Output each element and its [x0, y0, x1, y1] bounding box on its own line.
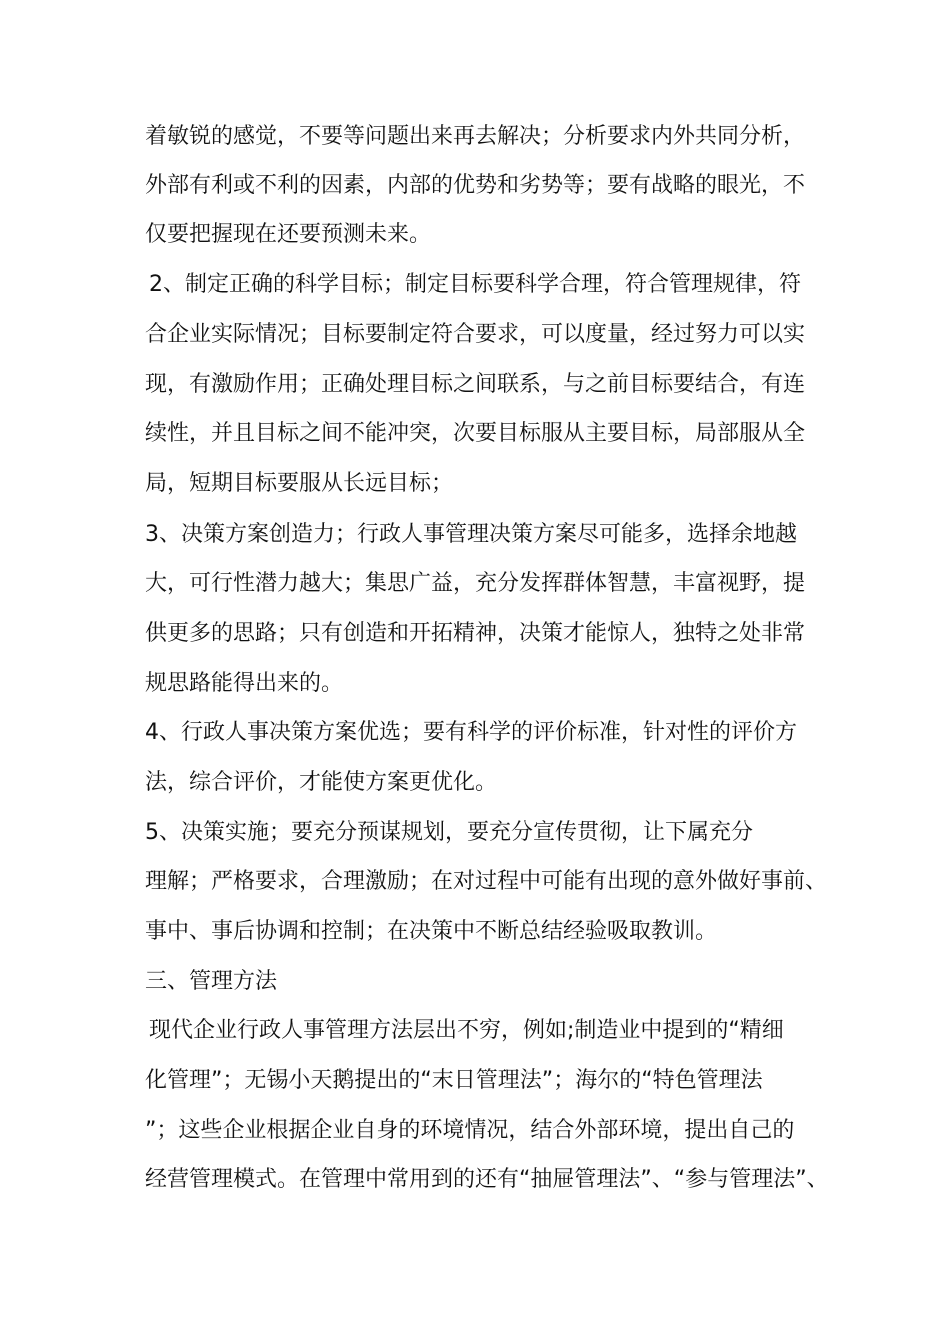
text-line-3: 仅要把握现在还要预测未来。 [145, 222, 432, 247]
text-line-11: 供更多的思路；只有创造和开拓精神，决策才能惊人，独特之处非常 [145, 621, 806, 646]
text-line-17: 事中、事后协调和控制；在决策中不断总结经验吸取教训。 [145, 919, 718, 944]
text-line-18: 三、管理方法 [145, 969, 278, 994]
text-line-1: 着敏锐的感觉，不要等问题出来再去解决；分析要求内外共同分析， [145, 124, 806, 149]
text-line-12: 规思路能得出来的。 [145, 671, 344, 696]
text-line-13: 4、行政人事决策方案优选；要有科学的评价标准，针对性的评价方 [145, 720, 797, 745]
text-line-6: 现，有激励作用；正确处理目标之间联系，与之前目标要结合，有连 [145, 372, 806, 397]
text-line-14: 法，综合评价，才能使方案更优化。 [145, 770, 498, 795]
text-line-16: 理解；严格要求，合理激励；在对过程中可能有出现的意外做好事前、 [145, 869, 828, 894]
text-line-2: 外部有利或不利的因素，内部的优势和劣势等；要有战略的眼光，不 [145, 173, 806, 198]
text-line-22: 经营管理模式。在管理中常用到的还有“抽屉管理法”、“参与管理法”、 [145, 1167, 829, 1192]
text-line-8: 局，短期目标要服从长远目标； [145, 471, 454, 496]
text-line-7: 续性，并且目标之间不能冲突，次要目标服从主要目标，局部服从全 [145, 421, 806, 446]
text-line-5: 合企业实际情况；目标要制定符合要求，可以度量，经过努力可以实 [145, 322, 806, 347]
text-line-10: 大，可行性潜力越大；集思广益，充分发挥群体智慧，丰富视野，提 [145, 571, 806, 596]
text-line-4: 2、制定正确的科学目标；制定目标要科学合理，符合管理规律，符 [149, 272, 801, 297]
text-line-20: 化管理”；无锡小天鹅提出的“末日管理法”；海尔的“特色管理法 [145, 1068, 763, 1093]
text-line-21: ”；这些企业根据企业自身的环境情况，结合外部环境，提出自己的 [145, 1118, 795, 1143]
text-line-19: 现代企业行政人事管理方法层出不穷，例如;制造业中提到的“精细 [149, 1018, 784, 1043]
text-line-9: 3、决策方案创造力；行政人事管理决策方案尽可能多，选择余地越 [145, 522, 797, 547]
text-line-15: 5、决策实施；要充分预谋规划，要充分宣传贯彻，让下属充分 [145, 820, 753, 845]
